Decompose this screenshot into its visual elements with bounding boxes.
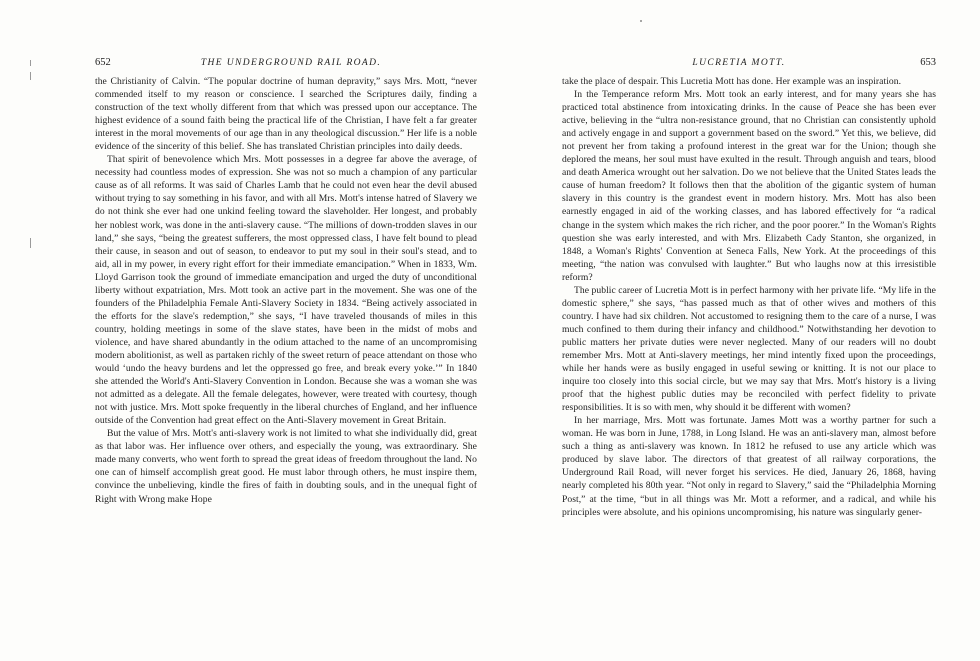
margin-mark (30, 72, 31, 80)
body-paragraph: In her marriage, Mrs. Mott was fortunate. James Mott was a worthy partner for such a woman. He was born in June, 1788, in Long Island. He was an anti-slavery man, almost before such a thing as anti-slavery was known. In 1812 he refused to use any article which was produced by slave labor. The directors of that greatest of all railway corporations, the Underground Rail Road, will never forget his services. He died, January 26, 1868, having nearly completed his 80th year. “Not only in regard to Slavery,” said the “Philadelphia Morning Post,” at the time, “but in all things was Mr. Mott a reformer, and a radical, and while his principles were absolute, and his opinions uncompromising, his nature was singularly gener- (562, 415, 936, 518)
right-running-head-title: LUCRETIA MOTT. (692, 58, 786, 68)
right-running-head (562, 56, 936, 70)
right-page (562, 56, 936, 656)
body-paragraph: The public career of Lucretia Mott is in perfect harmony with her private life. “My life in the domestic sphere,” she says, “has passed much as that of other wives and mothers of this country. I have had six children. Not accustomed to resigning them to the care of a nurse, I was much confined to them during their infancy and childhood.” Notwithstanding her devotion to public matters her private duties were never neglected. Many of our readers will no doubt remember Mrs. Mott at Anti-slavery meetings, her mind intently fixed upon the proceedings, while her hands were as busily engaged in useful sewing or knitting. It is not our place to inquire too closely into this social circle, but we may say that Mrs. Mott's history is a living proof that the highest public duties may be reconciled with perfect fidelity to private responsibilities. It is so with men, why should it be different with women? (562, 284, 936, 414)
left-page (95, 56, 477, 656)
right-page-number: 653 (920, 57, 936, 68)
body-paragraph: That spirit of benevolence which Mrs. Mott possesses in a degree far above the average, of necessity had countless modes of expression. She was not so much a champion of any particular cause as of all reforms. It was said of Charles Lamb that he could not even hear the devil abused without trying to say something in his favor, and with all Mrs. Mott's intense hatred of Slavery we do not think she ever had one unkind feeling toward the slaveholder. Her longest, and probably her noblest work, was done in the anti-slavery cause. “The millions of down-trodden slaves in our land,” she says, “being the greatest sufferers, the most oppressed class, I have felt bound to plead their cause, in season and out of season, to endeavor to put my soul in their soul's stead, and to aid, all in my power, in every right effort for their immediate emancipation.” When in 1833, Wm. Lloyd Garrison took the ground of immediate emancipation and urged the duty of unconditional liberty without expatriation, Mrs. Mott took an active part in the movement. She was one of the founders of the Philadelphia Female Anti-Slavery Society in 1834. “Being actively associated in the efforts for the slave's redemption,” she says, “I have traveled thousands of miles in this country, holding meetings in some of the slave states, have been in the midst of mobs and violence, and have shared abundantly in the odium attached to the name of an uncompromising modern abolitionist, as well as partaken richly of the sweet return of peace attendant on those who would ‘undo the heavy burdens and let the oppressed go free, and break every yoke.’” In 1840 she attended the World's Anti-Slavery Convention in London. Because she was a woman she was not admitted as a delegate. All the female delegates, however, were treated with courtesy, though not with justice. Mrs. Mott spoke frequently in the liberal churches of England, and her influence outside of the Convention had great effect on the Anti-Slavery movement in Great Britain. (95, 154, 477, 427)
left-running-head-title: THE UNDERGROUND RAIL ROAD. (200, 58, 382, 68)
left-running-head (95, 56, 477, 70)
body-paragraph: take the place of despair. This Lucretia Mott has done. Her example was an inspiration. (562, 76, 902, 87)
paper-speck (640, 20, 642, 22)
margin-mark (30, 60, 31, 66)
body-paragraph: the Christianity of Calvin. “The popular doctrine of human depravity,” says Mrs. Mott, “never commended itself to my reason or conscience. I searched the Scriptures daily, finding a construction of the text wholly different from that which was pressed upon our acceptance. The highest evidence of a sound faith being the practical life of the Christian, I have felt a far greater interest in the moral movements of our age than in any theological discussion.” Her life is a noble evidence of the sincerity of this belief. She has translated Christian principles into daily deeds. (95, 76, 477, 153)
body-paragraph: In the Temperance reform Mrs. Mott took an early interest, and for many years she has practiced total abstinence from intoxicating drinks. In the cause of Peace she has been ever active, believing in the “ultra non-resistance ground, that no Christian can consistently uphold and actively engage in and support a government based on the sword.” Yet this, we believe, did not prevent her from taking a profound interest in the great war for the Union; though she deplored the means, her soul must have exulted in the result. Through anguish and tears, blood and death America wrought out her salvation. Do we not believe that the United States leads the cause of human freedom? It follows then that the abolition of the gigantic system of human slavery in this country is the grandest event in modern history. Mrs. Mott has also been earnestly engaged in aid of the working classes, and has labored effectively for “a radical change in the system which makes the rich richer, and the poor poorer.” In the Woman's Rights question she was early interested, and with Mrs. Elizabeth Cady Stanton, she organized, in 1848, a Woman's Rights' Convention at Seneca Falls, New York. At the proceedings of this meeting, “the nation was convulsed with laughter.” But who laughs now at this irresistible reform? (562, 89, 936, 283)
body-paragraph: But the value of Mrs. Mott's anti-slavery work is not limited to what she individually did, great as that labor was. Her influence over others, and especially the young, was extraordinary. She made many converts, who went forth to spread the great ideas of freedom throughout the land. No one can of himself accomplish great good. He must labor through others, he must inspire them, convince the unbelieving, kindle the fires of faith in doubting souls, and in the unequal fight of Right with Wrong make Hope (95, 428, 477, 505)
margin-mark (30, 238, 31, 248)
left-page-number: 652 (95, 57, 111, 68)
